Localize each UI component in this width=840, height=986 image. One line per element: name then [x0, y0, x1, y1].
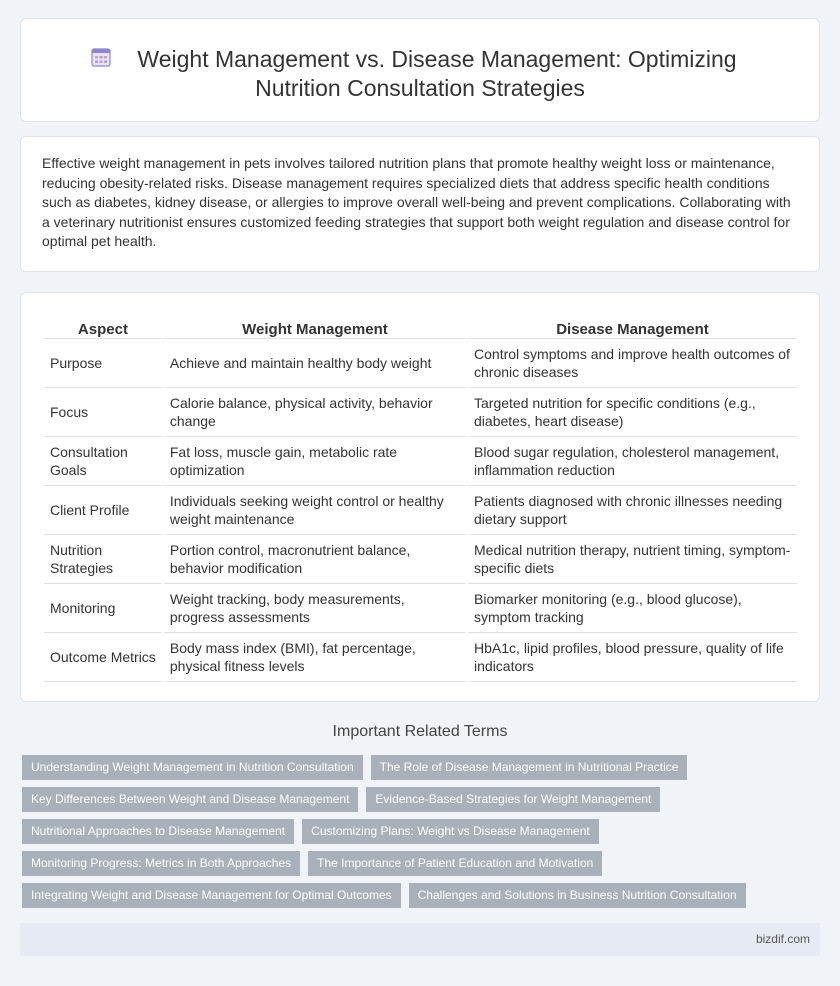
- title-line-2: Nutrition Consultation Strategies: [255, 75, 585, 101]
- related-term-tag[interactable]: Key Differences Between Weight and Disease Management: [22, 787, 358, 812]
- related-term-tag[interactable]: Evidence-Based Strategies for Weight Management: [366, 787, 660, 812]
- page-title: [21, 45, 819, 103]
- cell-weight: Calorie balance, physical activity, behavior change: [164, 388, 466, 437]
- related-terms-list: [22, 755, 822, 915]
- header-weight-management: Weight Management: [164, 317, 466, 339]
- header-card: [20, 18, 820, 122]
- related-term-tag[interactable]: Integrating Weight and Disease Management for Optimal Outcomes: [22, 883, 401, 908]
- cell-disease: Targeted nutrition for specific conditions (e.g., diabetes, heart disease): [468, 388, 797, 437]
- cell-weight: Achieve and maintain healthy body weight: [164, 339, 466, 388]
- cell-aspect: Purpose: [44, 339, 162, 388]
- related-term-tag[interactable]: Nutritional Approaches to Disease Management: [22, 819, 294, 844]
- intro-paragraph: Effective weight management in pets involves tailored nutrition plans that promote healthy weight loss or maintenance, reducing obesity-related risks. Disease management requires specialized diets that address specific health conditions such as diabetes, kidney disease, or allergies to improve overall well-being and prevent complications. Collaborating with a veterinary nutritionist ensures customized feeding strategies that support both weight regulation and disease control for optimal pet health.: [42, 155, 791, 249]
- cell-aspect: Nutrition Strategies: [44, 535, 162, 584]
- cell-disease: Control symptoms and improve health outcomes of chronic diseases: [468, 339, 797, 388]
- related-term-tag[interactable]: The Importance of Patient Education and Motivation: [308, 851, 602, 876]
- related-term-tag[interactable]: Challenges and Solutions in Business Nutrition Consultation: [409, 883, 746, 908]
- cell-weight: Fat loss, muscle gain, metabolic rate optimization: [164, 437, 466, 486]
- table-row: [44, 584, 797, 633]
- cell-disease: Patients diagnosed with chronic illnesses needing dietary support: [468, 486, 797, 535]
- cell-aspect: Focus: [44, 388, 162, 437]
- related-term-tag[interactable]: The Role of Disease Management in Nutritional Practice: [371, 755, 688, 780]
- header-aspect: Aspect: [44, 317, 162, 339]
- intro-card: [20, 136, 820, 272]
- cell-aspect: Client Profile: [44, 486, 162, 535]
- cell-weight: Body mass index (BMI), fat percentage, physical fitness levels: [164, 633, 466, 682]
- table-row: [44, 388, 797, 437]
- table-row: [44, 633, 797, 682]
- cell-aspect: Consultation Goals: [44, 437, 162, 486]
- comparison-table-card: [20, 292, 820, 702]
- related-term-tag[interactable]: Customizing Plans: Weight vs Disease Management: [302, 819, 599, 844]
- cell-disease: Medical nutrition therapy, nutrient timing, symptom-specific diets: [468, 535, 797, 584]
- related-terms-title: Important Related Terms: [332, 723, 508, 740]
- footer-site-link[interactable]: bizdif.com: [755, 932, 810, 946]
- table-header-row: [44, 317, 797, 339]
- cell-aspect: Monitoring: [44, 584, 162, 633]
- header-disease-management: Disease Management: [468, 317, 797, 339]
- cell-weight: Portion control, macronutrient balance, behavior modification: [164, 535, 466, 584]
- cell-disease: Blood sugar regulation, cholesterol management, inflammation reduction: [468, 437, 797, 486]
- title-line-1: Weight Management vs. Disease Management: Optimizing: [137, 46, 737, 72]
- table-row: [44, 339, 797, 388]
- cell-weight: Weight tracking, body measurements, progress assessments: [164, 584, 466, 633]
- cell-disease: Biomarker monitoring (e.g., blood glucose), symptom tracking: [468, 584, 797, 633]
- related-term-tag[interactable]: Monitoring Progress: Metrics in Both Approaches: [22, 851, 300, 876]
- comparison-table: [42, 317, 799, 682]
- cell-weight: Individuals seeking weight control or healthy weight maintenance: [164, 486, 466, 535]
- cell-aspect: Outcome Metrics: [44, 633, 162, 682]
- table-row: [44, 535, 797, 584]
- table-row: [44, 486, 797, 535]
- footer: [20, 923, 820, 956]
- related-term-tag[interactable]: Understanding Weight Management in Nutrition Consultation: [22, 755, 363, 780]
- table-row: [44, 437, 797, 486]
- cell-disease: HbA1c, lipid profiles, blood pressure, quality of life indicators: [468, 633, 797, 682]
